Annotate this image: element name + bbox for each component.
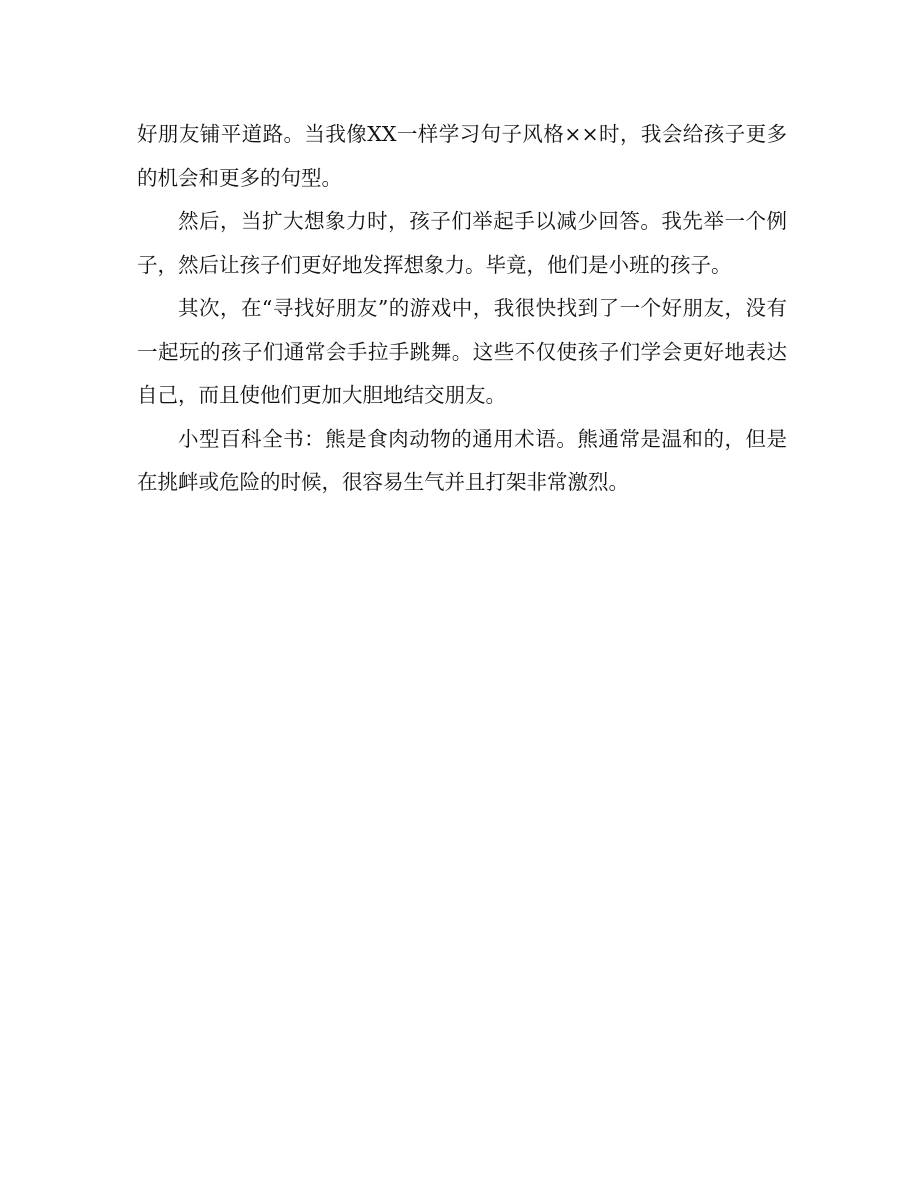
paragraph-imagination: 然后，当扩大想象力时，孩子们举起手以减少回答。我先举一个例子，然后让孩子们更好地发挥想象力。毕竟，他们是小班的孩子。 xyxy=(137,209,787,277)
paragraph-mini-encyclopedia: 小型百科全书：熊是食肉动物的通用术语。熊通常是温和的，但是在挑衅或危险的时候，很容易生气并且打架非常激烈。 xyxy=(137,426,787,494)
document-body xyxy=(137,113,787,505)
paragraph-find-friends-game: 其次，在“寻找好朋友”的游戏中，我很快找到了一个好朋友，没有一起玩的孩子们通常会手拉手跳舞。这些不仅使孩子们学会更好地表达自己，而且使他们更加大胆地结交朋友。 xyxy=(137,296,787,407)
paragraph-continuation: 好朋友铺平道路。当我像XX一样学习句子风格××时，我会给孩子更多的机会和更多的句型。 xyxy=(137,122,787,190)
